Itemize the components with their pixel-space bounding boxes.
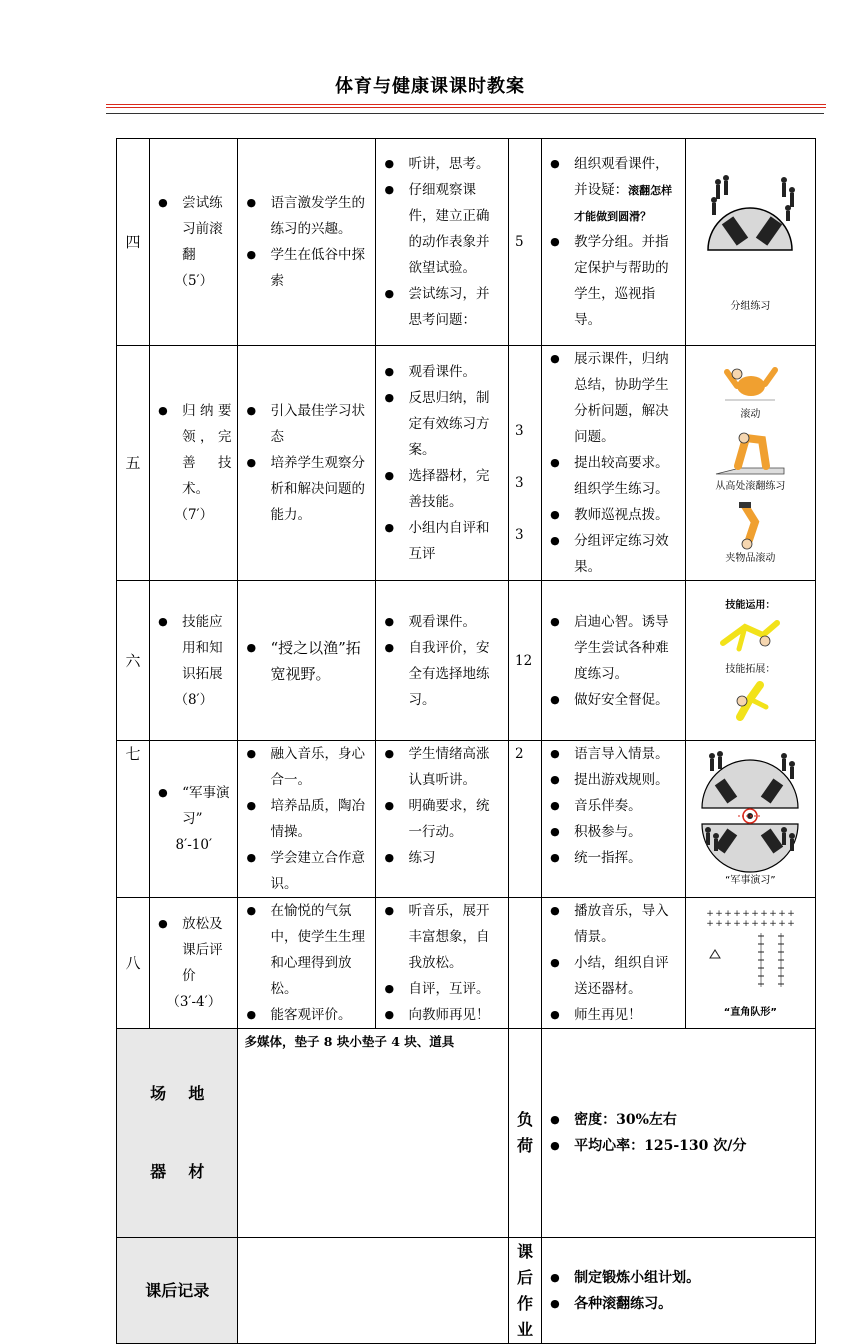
teacher-cell xyxy=(542,741,686,898)
student-item: ● 仔细观察课件，建立正确的动作表象并欲望试验。 xyxy=(382,177,502,281)
count-cell xyxy=(508,346,541,581)
homework-label-char: 后 xyxy=(517,1267,534,1287)
student-item: ● 练习 xyxy=(382,845,502,871)
student-item: ● 自我评价，安全有选择地练习。 xyxy=(382,635,502,713)
count-cell: 5 xyxy=(508,139,541,346)
skill-extension-figure-icon xyxy=(720,677,780,723)
venue-text: 多媒体，垫子 8 块小垫子 4 块、道具 xyxy=(238,1029,509,1238)
svg-text:+: + xyxy=(769,909,778,919)
teacher-item: ● 展示课件，归纳总结，协助学生分析问题，解决问题。 xyxy=(548,346,679,450)
student-item: ● 明确要求，统一行动。 xyxy=(382,793,502,845)
content-cell xyxy=(150,741,238,898)
homework-label-char: 业 xyxy=(517,1319,534,1339)
rolling-figure-icon xyxy=(715,360,785,408)
teacher-cell xyxy=(542,346,686,581)
student-item: ● 选择器材，完善技能。 xyxy=(382,463,502,515)
student-cell xyxy=(376,346,509,581)
homework-item: ● 制定锻炼小组计划。 xyxy=(548,1265,809,1291)
svg-text:+: + xyxy=(769,919,778,929)
lesson-plan-table xyxy=(116,138,816,1344)
illustration-cell xyxy=(685,139,815,346)
svg-text:+: + xyxy=(760,919,769,929)
teacher-item: ● 提出较高要求。组织学生练习。 xyxy=(548,450,679,502)
right-angle-formation-diagram xyxy=(698,906,802,1006)
illustration-cell xyxy=(685,581,815,741)
high-roll-figure-icon xyxy=(710,428,790,480)
student-item: ● 小组内自评和互评 xyxy=(382,515,502,567)
goals-cell xyxy=(238,581,376,741)
svg-text:+: + xyxy=(787,909,796,919)
table-row xyxy=(117,346,816,581)
teacher-item: ● 音乐伴奏。 xyxy=(548,793,679,819)
load-item: ● 平均心率：125-130 次/分 xyxy=(548,1133,809,1159)
load-label xyxy=(508,1029,541,1238)
teacher-item: ● 积极参与。 xyxy=(548,819,679,845)
goals-cell xyxy=(238,139,376,346)
homework-label-char: 课 xyxy=(517,1241,534,1261)
time-label: （7′） xyxy=(174,507,214,523)
count-value: 3 xyxy=(514,423,524,439)
goals-cell xyxy=(238,741,376,898)
section-number: 六 xyxy=(117,581,150,741)
venue-row xyxy=(117,1029,816,1238)
section-number: 四 xyxy=(117,139,150,346)
illustration-caption: “军事演习” xyxy=(725,875,776,886)
teacher-item xyxy=(548,151,679,229)
content-cell xyxy=(150,139,238,346)
count-value: 3 xyxy=(514,475,524,491)
object-roll-figure-icon xyxy=(715,500,785,552)
page-title: 体育与健康课课时教案 xyxy=(335,76,525,97)
table-row xyxy=(117,581,816,741)
teacher-item: ● 教学分组。并指定保护与帮助的学生，巡视指导。 xyxy=(548,229,679,333)
venue-label-line: 器 材 xyxy=(150,1162,205,1181)
teacher-cell xyxy=(542,139,686,346)
svg-text:+: + xyxy=(706,909,715,919)
svg-text:+: + xyxy=(742,919,751,929)
svg-text:+: + xyxy=(751,919,760,929)
goal-item: ● “授之以渔”拓宽视野。 xyxy=(244,635,369,687)
teacher-item: ● 提出游戏规则。 xyxy=(548,767,679,793)
student-item: ● 学生情绪高涨认真听讲。 xyxy=(382,741,502,793)
teacher-item-text: 组织观看课件，并设疑： xyxy=(574,156,669,198)
illustration-cell xyxy=(685,346,815,581)
teacher-item: ● 语言导入情景。 xyxy=(548,741,679,767)
header-rule-2 xyxy=(106,107,826,108)
record-row xyxy=(117,1238,816,1344)
illustration-cell xyxy=(685,741,815,898)
content-item: ● 放松及课后评价 xyxy=(156,911,231,989)
svg-text:+: + xyxy=(778,919,787,929)
svg-text:+: + xyxy=(778,909,787,919)
illustration-caption: 分组练习 xyxy=(730,301,771,312)
illustration-caption: 从高处滚翻练习 xyxy=(715,481,786,492)
goals-cell xyxy=(238,898,376,1029)
goal-item: ● 培养学生观察分析和解决问题的能力。 xyxy=(244,450,369,528)
load-label-char: 负 xyxy=(517,1110,534,1129)
teacher-item: ● 分组评定练习效果。 xyxy=(548,528,679,580)
homework-cell xyxy=(542,1238,816,1344)
student-item: ● 观看课件。 xyxy=(382,359,502,385)
teacher-cell xyxy=(542,581,686,741)
homework-item: ● 各种滚翻练习。 xyxy=(548,1291,809,1317)
venue-label-line: 场 地 xyxy=(150,1084,205,1103)
illustration-caption: 技能拓展： xyxy=(725,663,776,675)
illustration-caption: 技能运用： xyxy=(725,599,776,611)
homework-label-char: 作 xyxy=(517,1293,534,1313)
goal-item: ● 学生在低谷中探索 xyxy=(244,242,369,294)
count-cell: 12 xyxy=(508,581,541,741)
goal-item: ● 在愉悦的气氛中，使学生生理和心理得到放松。 xyxy=(244,898,369,1002)
count-cell xyxy=(508,898,541,1029)
venue-label xyxy=(117,1029,238,1238)
goal-item: ● 学会建立合作意识。 xyxy=(244,845,369,897)
content-item: ● “军事演习” xyxy=(156,780,231,832)
time-label: （8′） xyxy=(174,691,214,708)
header-rule xyxy=(106,104,826,105)
teacher-item: ● 统一指挥。 xyxy=(548,845,679,871)
illustration-cell xyxy=(685,898,815,1029)
content-item: ● 尝试练习前滚翻 xyxy=(156,190,231,268)
content-item: ● 技能应用和知识拓展 xyxy=(156,609,231,687)
teacher-item: ● 小结，组织自评送还器材。 xyxy=(548,950,679,1002)
student-cell xyxy=(376,139,509,346)
table-row xyxy=(117,898,816,1029)
content-cell xyxy=(150,898,238,1029)
student-item: ● 听音乐，展开丰富想象，自我放松。 xyxy=(382,898,502,976)
goal-item: ● 语言激发学生的练习的兴趣。 xyxy=(244,190,369,242)
student-item: ● 尝试练习，并思考问题： xyxy=(382,281,502,333)
homework-label xyxy=(508,1238,541,1344)
goal-item: ● 能客观评价。 xyxy=(244,1002,369,1028)
goal-item: ● 引入最佳学习状态 xyxy=(244,398,369,450)
section-number: 八 xyxy=(117,898,150,1029)
load-item: ● 密度：30%左右 xyxy=(548,1107,809,1133)
teacher-item: ● 启迪心智。诱导学生尝试各种难度练习。 xyxy=(548,609,679,687)
svg-text:+: + xyxy=(724,909,733,919)
svg-text:+: + xyxy=(715,909,724,919)
content-cell xyxy=(150,581,238,741)
table-row xyxy=(117,139,816,346)
svg-text:+: + xyxy=(751,909,760,919)
goal-item: ● 培养品质，陶冶情操。 xyxy=(244,793,369,845)
student-item: ● 观看课件。 xyxy=(382,609,502,635)
student-item: ● 向教师再见！ xyxy=(382,1002,502,1028)
teacher-cell xyxy=(542,898,686,1029)
illustration-caption: “直角队形” xyxy=(723,1007,777,1018)
teacher-question: 滚翻怎样才能做到圆滑？ xyxy=(574,184,673,223)
load-cell xyxy=(542,1029,816,1238)
content-cell xyxy=(150,346,238,581)
student-item: ● 听讲，思考。 xyxy=(382,151,502,177)
section-number-text: 七 xyxy=(125,745,141,763)
teacher-item: ● 师生再见！ xyxy=(548,1002,679,1028)
goals-cell xyxy=(238,346,376,581)
content-item: ● 归纳要领，完善技术。 xyxy=(156,398,231,502)
svg-text:+: + xyxy=(706,919,715,929)
record-cell xyxy=(238,1238,509,1344)
time-label: 8′-10′ xyxy=(175,837,213,853)
count-value: 3 xyxy=(514,527,524,543)
goal-item: ● 融入音乐，身心合一。 xyxy=(244,741,369,793)
time-label: （3′-4′） xyxy=(166,994,222,1010)
svg-text:+: + xyxy=(733,919,742,929)
header-rule-dark xyxy=(106,113,824,114)
student-item: ● 反思归纳，制定有效练习方案。 xyxy=(382,385,502,463)
svg-text:+: + xyxy=(760,909,769,919)
illustration-caption: 滚动 xyxy=(740,409,761,420)
svg-text:+: + xyxy=(715,919,724,929)
record-label: 课后记录 xyxy=(117,1238,238,1344)
teacher-item: ● 教师巡视点拨。 xyxy=(548,502,679,528)
time-label: （5′） xyxy=(174,273,214,289)
illustration-caption: 夹物品滚动 xyxy=(725,553,776,564)
student-item: ● 自评，互评。 xyxy=(382,976,502,1002)
svg-text:+: + xyxy=(787,919,796,929)
student-cell xyxy=(376,581,509,741)
section-number xyxy=(117,741,150,898)
svg-text:+: + xyxy=(742,909,751,919)
svg-text:+: + xyxy=(733,909,742,919)
teacher-item: ● 做好安全督促。 xyxy=(548,687,679,713)
student-cell xyxy=(376,898,509,1029)
svg-text:+: + xyxy=(724,919,733,929)
student-cell xyxy=(376,741,509,898)
load-label-char: 荷 xyxy=(517,1136,534,1155)
skill-application-figure-icon xyxy=(715,613,785,657)
section-number: 五 xyxy=(117,346,150,581)
table-row xyxy=(117,741,816,898)
military-drill-diagram xyxy=(698,750,802,874)
count-cell: 2 xyxy=(508,741,541,898)
group-practice-diagram xyxy=(700,170,800,270)
teacher-item: ● 播放音乐，导入情景。 xyxy=(548,898,679,950)
